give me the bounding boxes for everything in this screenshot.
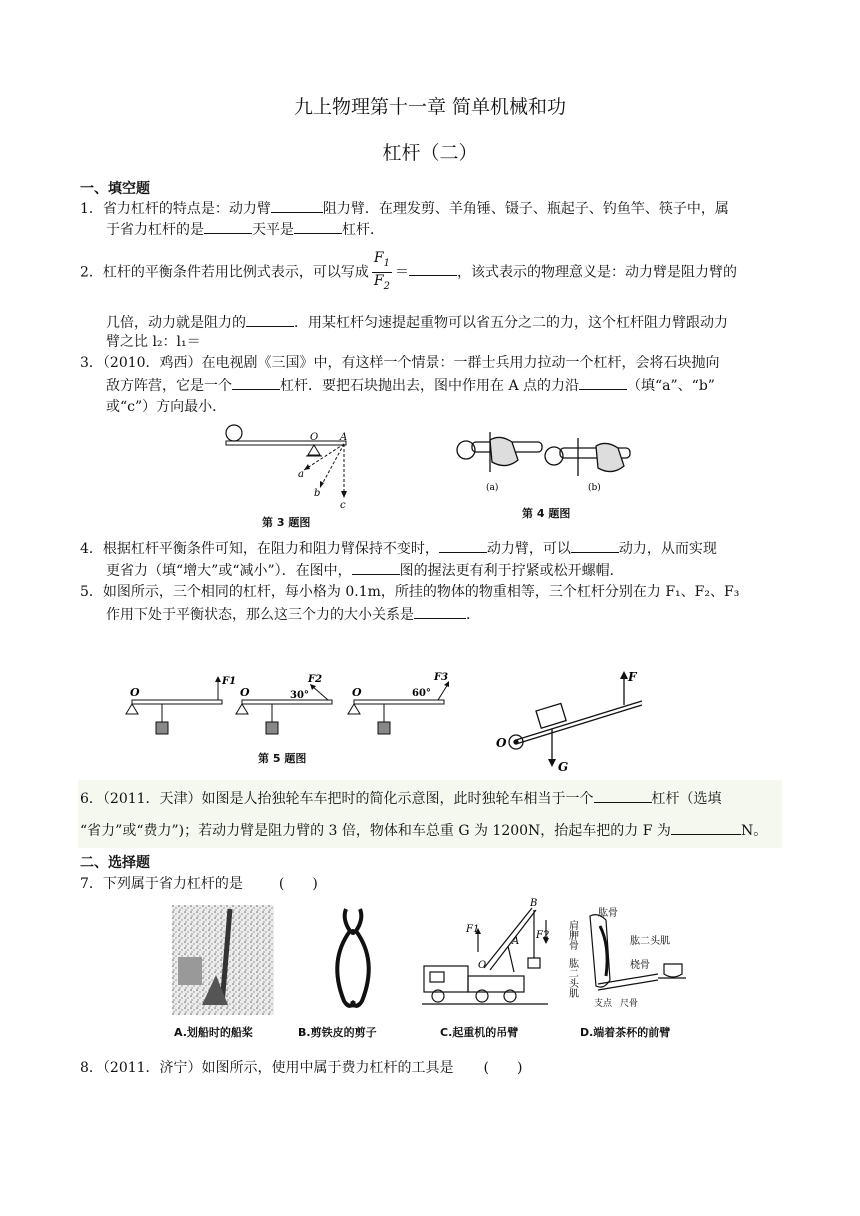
label-g: G: [558, 760, 569, 774]
page-title: 九上物理第十一章 简单机械和功: [293, 96, 567, 118]
label-humerus: 肱骨: [598, 908, 618, 919]
question-7-stem: 7．下列属于省力杠杆的是 ( ): [80, 876, 318, 892]
question-3-line-2: 敌方阵营，它是一个 杠杆．要把石块抛出去，图中作用在 A 点的力沿 （填“a”、“b”: [106, 375, 715, 396]
blank: [579, 375, 627, 390]
blank: [204, 219, 252, 234]
label-b-direction: b: [314, 488, 321, 499]
figure-5-caption: 第 5 题图: [258, 752, 307, 765]
question-6-line-2: “省力”或“费力”)；若动力臂是阻力臂的 3 倍，物体和车总重 G 为 1200N，抬起车把的力 F 为 N。: [80, 816, 767, 846]
question-5-line-2: 作用下处于平衡状态，那么这三个力的大小关系是 ．: [106, 604, 480, 625]
figure-5-three-levers: [122, 670, 452, 742]
label-a: A: [512, 936, 520, 947]
question-1-line-1: 1．省力杠杆的特点是：动力臂 阻力臂．在理发剪、羊角锤、镊子、瓶起子、钓鱼竿、筷子中，属: [80, 198, 729, 219]
label-a-case: (a): [486, 483, 499, 493]
label-biceps-vertical: 肱二头肌: [566, 958, 578, 998]
question-2-line-2: 几倍，动力就是阻力的 ．用某杠杆匀速提起重物可以省五分之二的力，这个杠杆阻力臂跟动力: [106, 312, 728, 333]
label-ulna: 尺骨: [620, 999, 639, 1009]
blank: [671, 820, 741, 835]
fraction-f1-f2: $\frac{F_1}{F_2}$: [373, 250, 390, 292]
question-2-line-3: 臂之比 l₂：l₁＝: [106, 334, 201, 350]
figure-3-caption: 第 3 题图: [262, 516, 311, 529]
question-5-line-1: 5．如图所示，三个相同的杠杆，每小格为 0.1m，所挂的物体的物重相等，三个杠杆分别在力 F₁、F₂、F₃: [80, 584, 740, 600]
option-d-forearm-image: [568, 906, 692, 1016]
label-f2: F2: [536, 930, 550, 941]
label-b-case: (b): [588, 483, 601, 493]
label-30-degrees: 30°: [290, 690, 309, 701]
label-o: O: [496, 736, 507, 750]
label-f: F: [628, 670, 637, 684]
blank: [571, 538, 619, 553]
label-60-degrees: 60°: [412, 688, 431, 699]
blank: [414, 604, 466, 619]
label-radius: 桡骨: [630, 960, 650, 971]
blank: [409, 261, 457, 276]
label-biceps: 肱二头肌: [630, 936, 670, 947]
figure-4-caption: 第 4 题图: [522, 507, 571, 520]
question-4-line-2: 更省力（填“增大”或“减小”）．在图中， 图的握法更有利于拧紧或松开螺帽．: [106, 560, 624, 581]
label-o: O: [130, 686, 140, 699]
question-3-line-3: 或“c”）方向最小．: [106, 399, 227, 415]
label-f2: F2: [308, 674, 323, 685]
option-a-label: A.划船时的船桨: [174, 1026, 253, 1039]
option-c-label: C.起重机的吊臂: [440, 1026, 519, 1039]
question-2-line-1: 2．杠杆的平衡条件若用比例式表示，可以写成 $\frac{F_1}{F_2}$ ＝ ，该式表示的物理意义是：动力臂是阻力臂的: [80, 250, 737, 295]
blank: [271, 198, 323, 213]
question-1-line-2: 于省力杠杆的是 天平是 杠杆．: [106, 219, 384, 240]
label-o: O: [352, 686, 362, 699]
option-b-label: B.剪铁皮的剪子: [298, 1026, 377, 1039]
label-a-direction: a: [298, 469, 304, 480]
option-a-oar-image: [172, 905, 274, 1015]
label-o: O: [478, 960, 487, 971]
section-heading-multiple-choice: 二、选择题: [80, 855, 150, 871]
label-b: B: [530, 898, 538, 909]
blank: [439, 538, 487, 553]
question-8-stem: 8．（2011．济宁）如图所示，使用中属于费力杠杆的工具是 ( ): [80, 1060, 523, 1076]
blank: [594, 788, 652, 803]
blank: [232, 375, 280, 390]
label-a-point: A: [340, 432, 348, 443]
blank: [246, 312, 294, 327]
figure-6-wheelbarrow-diagram: [484, 665, 654, 777]
label-f3: F3: [434, 672, 449, 683]
page-subtitle: 杠杆（二）: [382, 142, 478, 164]
question-6-line-1: 6．（2011．天津）如图是人抬独轮车车把时的简化示意图，此时独轮车相当于一个 杠杆（选填: [80, 784, 722, 814]
figure-4-wrench-diagram: [450, 430, 640, 498]
label-o: O: [240, 686, 250, 699]
figure-3-lever-diagram: [222, 420, 362, 528]
option-c-crane-image: [420, 898, 550, 1016]
section-heading-fill-blank: 一、填空题: [80, 181, 150, 197]
blank: [352, 560, 400, 575]
blank: [294, 219, 342, 234]
label-c-direction: c: [340, 500, 346, 511]
option-d-label: D.端着茶杯的前臂: [580, 1026, 671, 1039]
label-scapula: 肩胛骨: [566, 920, 578, 950]
label-fulcrum: 支点: [594, 999, 613, 1009]
label-f1: F1: [466, 924, 480, 935]
option-b-shears-image: [328, 905, 378, 1015]
label-f1: F1: [222, 676, 237, 687]
label-o: O: [310, 432, 319, 443]
question-3-line-1: 3．（2010．鸡西）在电视剧《三国》中，有这样一个情景：一群士兵用力拉动一个杠杆，会将石块抛向: [80, 355, 720, 371]
question-4-line-1: 4．根据杠杆平衡条件可知，在阻力和阻力臂保持不变时， 动力臂，可以 动力，从而实现: [80, 538, 717, 559]
